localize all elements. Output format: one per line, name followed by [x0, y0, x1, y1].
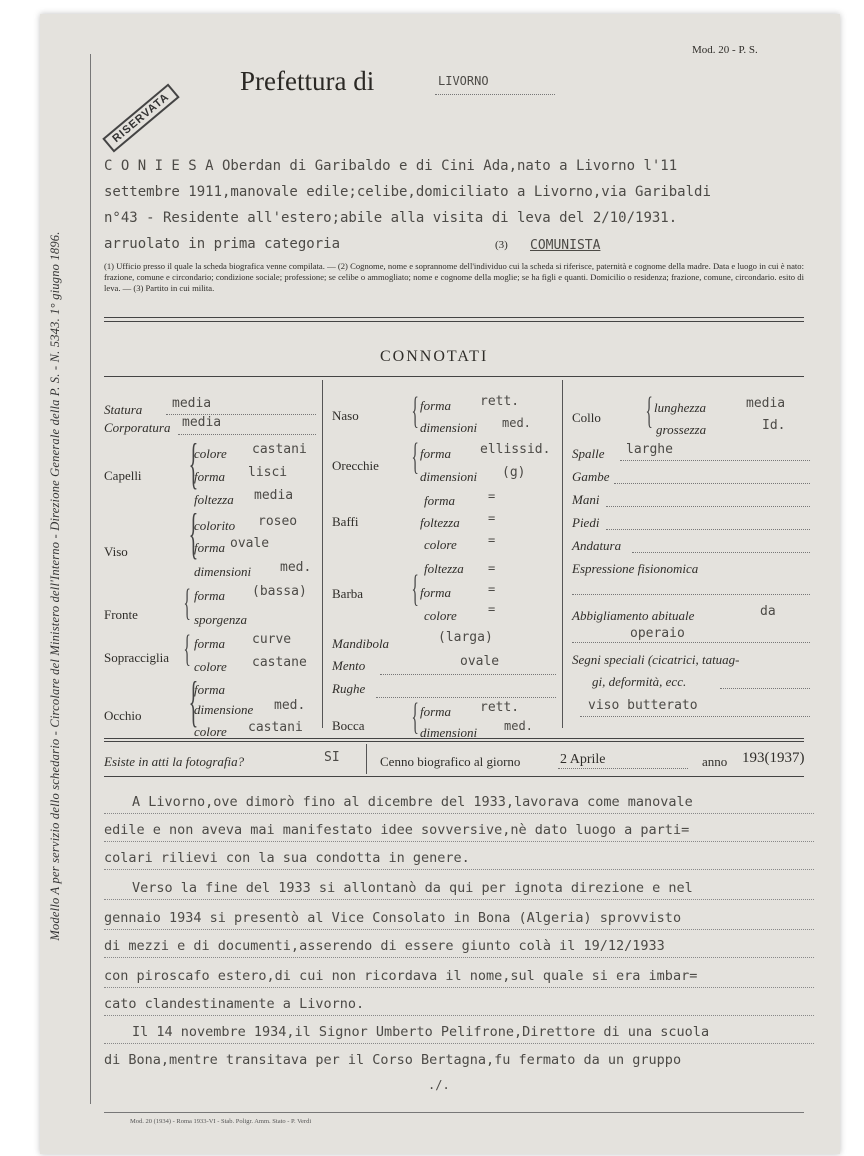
capelli-colore-label: colore	[194, 446, 227, 461]
piedi-label: Piedi	[572, 515, 600, 530]
piedi-dots	[606, 529, 810, 530]
intro-line-4: arruolato in prima categoria	[104, 236, 341, 252]
baffi-colore-value: =	[488, 533, 496, 547]
prefettura-city: LIVORNO	[438, 74, 489, 88]
capelli-forma-label: forma	[194, 469, 226, 484]
orecchie-dimensioni-value: (g)	[502, 465, 526, 480]
occhio-colore-value: castani	[248, 720, 303, 735]
fronte-brace: {	[183, 582, 191, 624]
orecchie-brace: {	[411, 436, 419, 478]
form-code: Mod. 20 - P. S.	[692, 44, 758, 56]
mani-label: Mani	[572, 492, 600, 507]
segni-label-2: gi, deformità, ecc.	[592, 674, 687, 689]
barba-colore-label: colore	[424, 608, 457, 623]
printer-line: Mod. 20 (1934) - Roma 1933-VI - Stab. Poligr. Amm. Stato - P. Verdi	[130, 1118, 312, 1125]
fronte-sporgenza-label: sporgenza	[194, 612, 247, 627]
mandibola-label: Mandibola	[332, 636, 390, 651]
bio-line-10: di Bona,mentre transitava per il Corso Bertagna,fu fermato da un gruppo	[104, 1052, 682, 1068]
viso-colorito-label: colorito	[194, 518, 236, 533]
collo-grossezza-value: Id.	[762, 418, 786, 433]
biography-date: 2 Aprile	[560, 752, 606, 767]
collo-lunghezza-label: lunghezza	[654, 400, 706, 415]
corporatura-value: media	[182, 415, 222, 430]
naso-forma-value: rett.	[480, 394, 520, 409]
mandibola-value: (larga)	[438, 630, 493, 645]
ruled-line-8	[104, 1015, 814, 1016]
ruled-line-9	[104, 1043, 814, 1044]
sidebar-rule	[90, 54, 91, 1104]
prefettura-title: Prefettura di	[240, 66, 375, 96]
baffi-forma-value: =	[488, 489, 496, 503]
abbigliamento-dots	[572, 642, 810, 643]
bio-line-7: con piroscafo estero,di cui non ricordava il nome,sul quale si era imbar=	[104, 968, 698, 984]
party-marker: (3)	[495, 239, 508, 251]
spalle-value: larghe	[626, 442, 673, 457]
naso-label: Naso	[332, 408, 359, 423]
segni-label-1: Segni speciali (cicatrici, tatuag-	[572, 652, 740, 667]
orecchie-forma-label: forma	[420, 446, 452, 461]
intro-line-1: C O N I E S A Oberdan di Garibaldo e di Cini Ada,nato a Livorno l'11	[104, 158, 678, 174]
statura-value: media	[172, 396, 212, 411]
naso-dimensioni-value: med.	[502, 416, 531, 430]
collo-grossezza-label: grossezza	[656, 422, 707, 437]
bio-line-6: di mezzi e di documenti,asserendo di essere giunto colà il 19/12/1933	[104, 938, 665, 954]
bio-line-1: A Livorno,ove dimorò fino al dicembre del 1933,lavorava come manovale	[132, 794, 693, 810]
col-divider-1	[322, 380, 323, 728]
fronte-forma-value: (bassa)	[252, 584, 307, 599]
barba-label: Barba	[332, 586, 364, 601]
occhio-forma-label: forma	[194, 682, 226, 697]
collo-brace: {	[645, 390, 653, 432]
naso-forma-label: forma	[420, 398, 452, 413]
corporatura-label: Corporatura	[104, 420, 171, 435]
photo-value: SI	[324, 750, 340, 765]
bio-line-3: colari rilievi con la sua condotta in genere.	[104, 850, 470, 866]
ruled-line-4	[104, 899, 814, 900]
baffi-forma-label: forma	[424, 493, 456, 508]
continue-mark: ./.	[428, 1078, 450, 1092]
bio-line-8: cato clandestinamente a Livorno.	[104, 996, 365, 1012]
biography-rule	[104, 776, 804, 777]
collo-label: Collo	[572, 410, 601, 425]
connotati-bottom-rule-1	[104, 738, 804, 739]
bocca-brace: {	[411, 696, 419, 738]
segni-value-dots	[580, 716, 810, 717]
viso-forma-label: forma	[194, 540, 226, 555]
mento-label: Mento	[332, 658, 366, 673]
riservata-stamp: RISERVATA	[102, 83, 179, 152]
sopracciglia-brace: {	[183, 628, 191, 670]
year-label: anno	[702, 754, 728, 769]
bocca-dimensioni-value: med.	[504, 719, 533, 733]
ruled-line-2	[104, 841, 814, 842]
capelli-brace: {	[188, 433, 199, 495]
corporatura-dots	[178, 434, 316, 435]
baffi-label: Baffi	[332, 514, 359, 529]
baffi-foltezza-label: foltezza	[420, 515, 460, 530]
abbigliamento-label: Abbigliamento abituale	[572, 608, 695, 623]
connotati-top-rule	[104, 376, 804, 377]
baffi-foltezza-value: =	[488, 511, 496, 525]
footnote-rule-1	[104, 317, 804, 318]
date-dots	[558, 768, 688, 769]
footnote-rule-2	[104, 321, 804, 322]
naso-dimensioni-label: dimensioni	[420, 420, 478, 435]
gambe-label: Gambe	[572, 469, 610, 484]
viso-brace: {	[188, 503, 199, 565]
fronte-label: Fronte	[104, 607, 138, 622]
mento-dots	[380, 674, 556, 675]
bio-line-4: Verso la fine del 1933 si allontanò da qui per ignota direzione e nel	[132, 880, 693, 896]
sopracciglia-forma-label: forma	[194, 636, 226, 651]
viso-dimensioni-value: med.	[280, 560, 312, 575]
sopracciglia-forma-value: curve	[252, 632, 292, 647]
collo-lunghezza-value: media	[746, 396, 786, 411]
barba-forma-value: =	[488, 582, 496, 596]
segni-dots	[720, 688, 810, 689]
orecchie-dimensioni-label: dimensioni	[420, 469, 478, 484]
ruled-line-5	[104, 929, 814, 930]
spalle-dots	[620, 460, 810, 461]
bocca-label: Bocca	[332, 718, 365, 733]
bocca-forma-value: rett.	[480, 700, 520, 715]
spalle-label: Spalle	[572, 446, 605, 461]
sopracciglia-colore-label: colore	[194, 659, 227, 674]
bio-line-2: edile e non aveva mai manifestato idee sovversive,nè dato luogo a parti=	[104, 822, 690, 838]
ruled-line-6	[104, 957, 814, 958]
naso-brace: {	[411, 390, 419, 432]
barba-colore-value: =	[488, 602, 496, 616]
barba-foltezza-label: foltezza	[424, 561, 464, 576]
capelli-foltezza-label: foltezza	[194, 492, 234, 507]
footnote: (1) Ufficio presso il quale la scheda biografica venne compilata. — (2) Cognome, nome e soprannome dell'individuo cui la scheda si riferisce, paternità e cognome della madre. Data e luogo in cui è nato: frazione, comune e circondario; condizione sociale; professione; se celibe o ammogliato; nome e cognome della moglie; se ha figli e quanti. Domicilio o residenza; frazione, comune, circondario. esito di leva. — (3) Partito in cui milita.	[104, 261, 804, 293]
rughe-label: Rughe	[332, 681, 366, 696]
sopracciglia-label: Sopracciglia	[104, 650, 169, 665]
gambe-dots	[614, 483, 810, 484]
baffi-colore-label: colore	[424, 537, 457, 552]
viso-label: Viso	[104, 544, 128, 559]
photo-label: Esiste in atti la fotografia?	[104, 754, 245, 769]
abbigliamento-value-2: operaio	[630, 626, 685, 641]
occhio-label: Occhio	[104, 708, 142, 723]
abbigliamento-value-1: da	[760, 604, 776, 619]
rughe-dots	[376, 697, 556, 698]
fronte-forma-label: forma	[194, 588, 226, 603]
occhio-colore-label: colore	[194, 724, 227, 739]
bio-line-5: gennaio 1934 si presentò al Vice Consolato in Bona (Algeria) sprovvisto	[104, 910, 682, 926]
orecchie-label: Orecchie	[332, 458, 379, 473]
occhio-dimensione-label: dimensione	[194, 702, 254, 717]
connotati-bottom-rule-2	[104, 741, 804, 742]
occhio-dimensione-value: med.	[274, 698, 306, 713]
andatura-label: Andatura	[572, 538, 622, 553]
barba-forma-label: forma	[420, 585, 452, 600]
barba-brace: {	[411, 568, 419, 610]
intro-line-3: n°43 - Residente all'estero;abile alla visita di leva del 2/10/1931.	[104, 210, 678, 226]
col-divider-2	[562, 380, 563, 728]
capelli-label: Capelli	[104, 468, 142, 483]
sidebar-vertical-text: Modello A per servizio dello schedario - Circolare del Ministero dell'Interno - Direzione Generale della P. S. - N. 5343. 1° giugno 1896.	[48, 231, 62, 941]
sopracciglia-colore-value: castane	[252, 655, 307, 670]
bio-line-9: Il 14 novembre 1934,il Signor Umberto Pelifrone,Direttore di una scuola	[132, 1024, 710, 1040]
mento-value: ovale	[460, 654, 500, 669]
mani-dots	[606, 506, 810, 507]
espressione-label: Espressione fisionomica	[572, 561, 699, 576]
andatura-dots	[632, 552, 810, 553]
espressione-dots	[572, 594, 810, 595]
bocca-forma-label: forma	[420, 704, 452, 719]
biography-label: Cenno biografico al giorno	[380, 754, 521, 769]
barba-foltezza-value: =	[488, 561, 496, 575]
connotati-heading: CONNOTATI	[380, 348, 489, 365]
printer-rule	[104, 1112, 804, 1113]
photo-divider	[366, 744, 367, 774]
viso-forma-value: ovale	[230, 536, 270, 551]
statura-label: Statura	[104, 402, 143, 417]
segni-value: viso butterato	[588, 698, 698, 713]
ruled-line-1	[104, 813, 814, 814]
party-value: COMUNISTA	[530, 238, 601, 253]
orecchie-forma-value: ellissid.	[480, 442, 551, 457]
city-underline	[435, 94, 555, 95]
capelli-forma-value: lisci	[248, 465, 288, 480]
year-value: 193(1937)	[742, 750, 805, 766]
viso-dimensioni-label: dimensioni	[194, 564, 252, 579]
occhio-brace: {	[188, 671, 199, 733]
viso-colorito-value: roseo	[258, 514, 298, 529]
capelli-foltezza-value: media	[254, 488, 294, 503]
document-page	[40, 14, 840, 1154]
bocca-dimensioni-label: dimensioni	[420, 725, 478, 740]
intro-line-2: settembre 1911,manovale edile;celibe,domiciliato a Livorno,via Garibaldi	[104, 184, 711, 200]
capelli-colore-value: castani	[252, 442, 307, 457]
ruled-line-3	[104, 869, 814, 870]
ruled-line-7	[104, 987, 814, 988]
